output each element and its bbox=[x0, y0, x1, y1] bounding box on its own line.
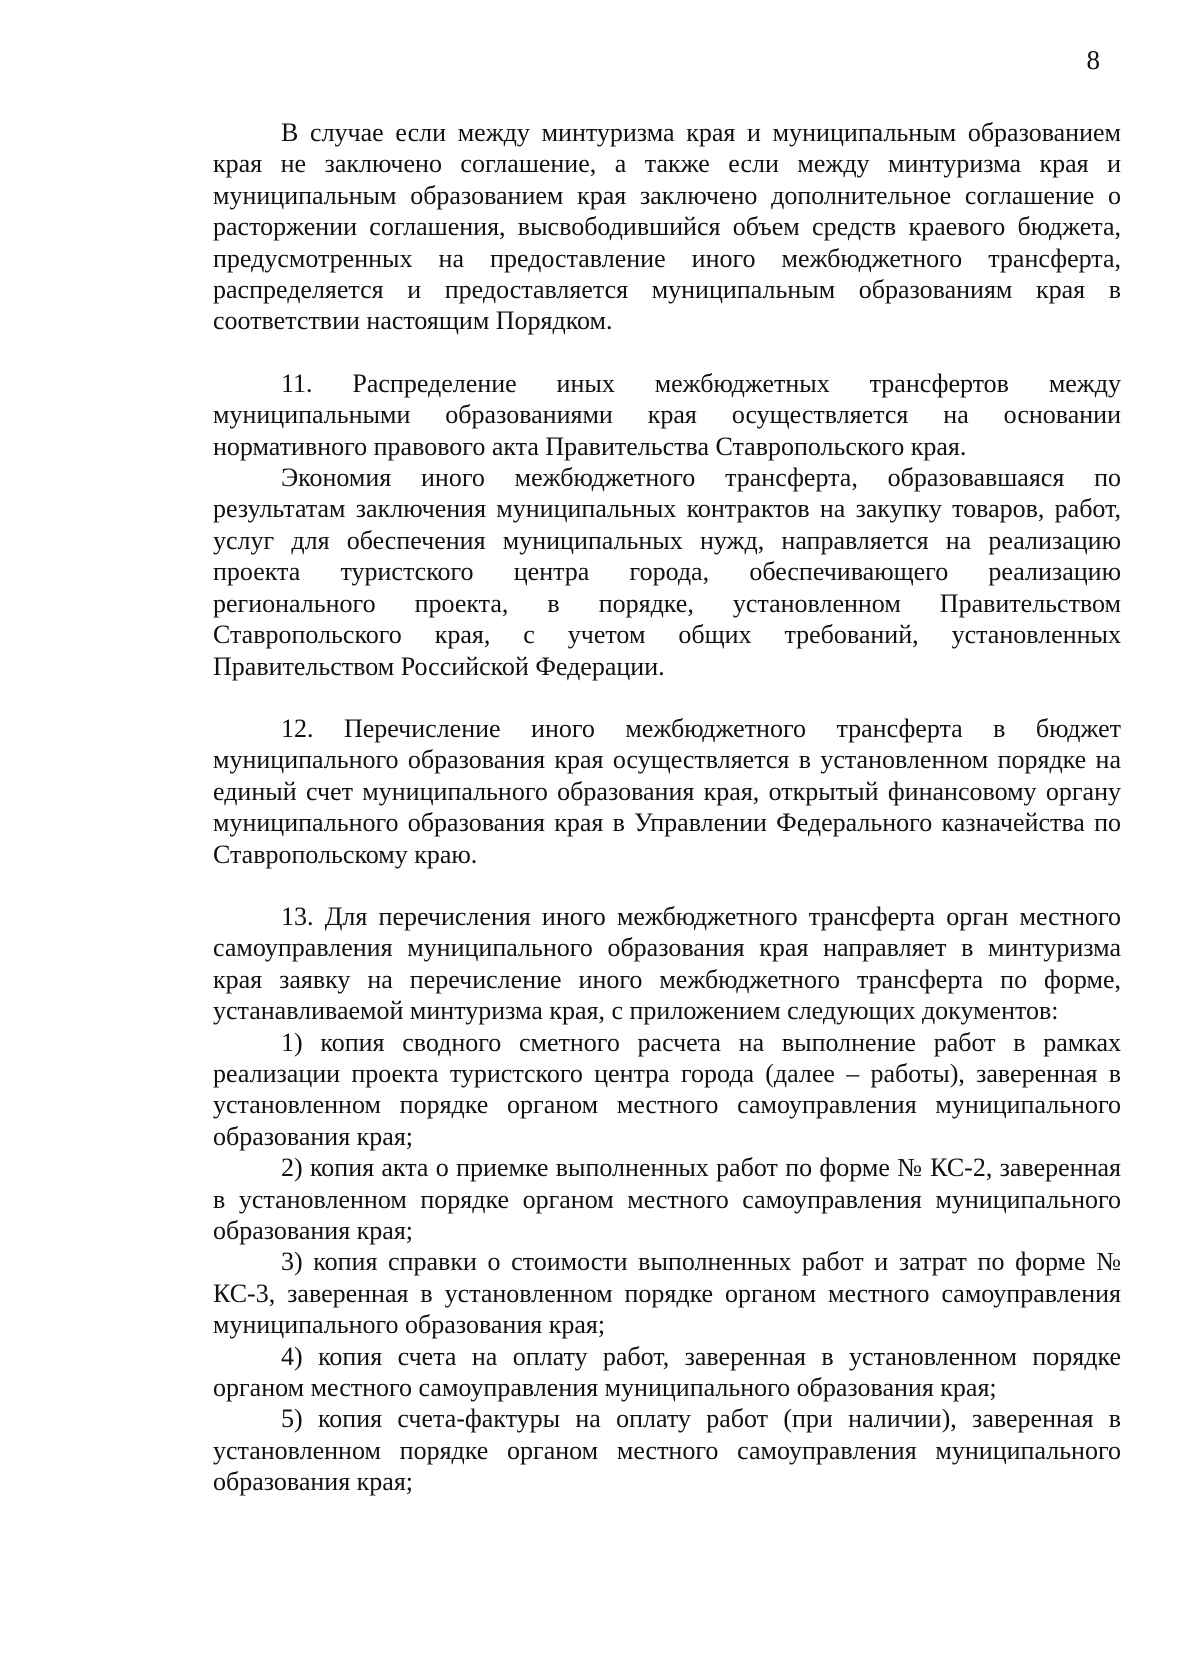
page-number: 8 bbox=[1086, 45, 1100, 75]
list-item-5: 5) копия счета-фактуры на оплату работ (при наличии), заверенная в установленном порядке органом местного самоуправления муниципального образования края; bbox=[213, 1404, 1121, 1497]
paragraph-unallocated-funds: В случае если между минтуризма края и муниципальным образованием края не заключено соглашение, а также если между минтуризма края и муниципальным образованием края заключено дополнительное соглашение о расторжении соглашения, высвободившийся объем средств краевого бюджета, предусмотренных на предоставление иного межбюджетного трансферта, распределяется и предоставляется муниципальным образованиям края в соответствии настоящим Порядком. bbox=[213, 118, 1121, 336]
list-item-4: 4) копия счета на оплату работ, заверенная в установленном порядке органом местного самоуправления муниципального образования края; bbox=[213, 1341, 1121, 1403]
paragraph-11-distribution: 11. Распределение иных межбюджетных трансфертов между муниципальными образованиями края осуществляется на основании нормативного правового акта Правительства Ставропольского края. bbox=[213, 368, 1121, 461]
paragraph-12-transfer: 12. Перечисление иного межбюджетного трансферта в бюджет муниципального образования края осуществляется в установленном порядке на единый счет муниципального образования края, открытый финансовому органу муниципального образования края в Управлении Федерального казначейства по Ставропольскому краю. bbox=[213, 713, 1121, 869]
list-item-2: 2) копия акта о приемке выполненных работ по форме № КС-2, заверенная в установленном порядке органом местного самоуправления муниципального образования края; bbox=[213, 1153, 1121, 1245]
paragraph-13-application: 13. Для перечисления иного межбюджетного трансферта орган местного самоуправления муниципального образования края направляет в минтуризма края заявку на перечисление иного межбюджетного трансферта по форме, устанавливаемой минтуризма края, с приложением следующих документов: bbox=[213, 901, 1121, 1026]
list-item-1: 1) копия сводного сметного расчета на выполнение работ в рамках реализации проекта туристского центра города (далее – работы), заверенная в установленном порядке органом местного самоуправления муниципального образования края; bbox=[213, 1027, 1121, 1151]
document-body bbox=[213, 117, 1121, 1498]
paragraph-11-savings: Экономия иного межбюджетного трансферта, образовавшаяся по результатам заключения муниципальных контрактов на закупку товаров, работ, услуг для обеспечения муниципальных нужд, направляется на реализацию проекта туристского центра города, обеспечивающего реализацию регионального проекта, в порядке, установленном Правительством Ставропольского края, с учетом общих требований, установленных Правительством Российской Федерации. bbox=[213, 463, 1121, 681]
list-item-3: 3) копия справки о стоимости выполненных работ и затрат по форме № КС-3, заверенная в установленном порядке органом местного самоуправления муниципального образования края; bbox=[213, 1247, 1121, 1340]
